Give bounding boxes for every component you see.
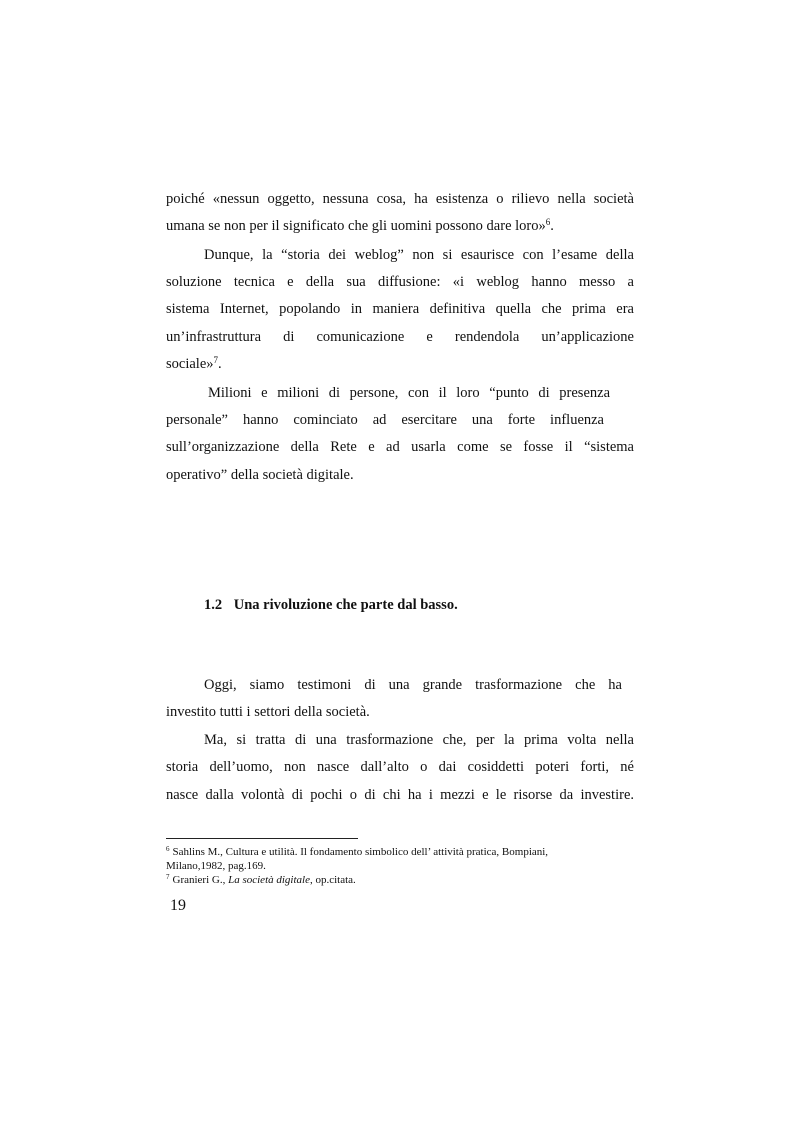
section-title: Una rivoluzione che parte dal basso. (233, 597, 458, 613)
body-line: soluzione tecnica e della sua diffusione: «i weblog hanno messo a (166, 274, 634, 290)
body-line: Ma, si tratta di una trasformazione che, per la prima volta nella (204, 732, 634, 748)
section-heading (204, 597, 458, 614)
body-line: sistema Internet, popolando in maniera definitiva quella che prima era (166, 301, 634, 317)
body-line: Oggi, siamo testimoni di una grande trasformazione che ha (204, 677, 622, 693)
footnote-7: $^7$ Granieri G., La società digitale, op.citata. (166, 873, 356, 886)
body-line: Milioni e milioni di persone, con il loro “punto di presenza (208, 385, 610, 401)
footnote-6: $^6$ Sahlins M., Cultura e utilità. Il fondamento simbolico dell’ attività pratica, Bompiani, (166, 845, 549, 858)
body-line: sociale»$^7$. (166, 355, 222, 372)
body-line: sull’organizzazione della Rete e ad usarla come se fosse il “sistema (166, 439, 634, 455)
page-number: 19 (170, 897, 186, 914)
body-line: poiché «nessun oggetto, nessuna cosa, ha esistenza o rilievo nella società (166, 191, 634, 207)
body-line: Dunque, la “storia dei weblog” non si esaurisce con l’esame della (204, 247, 634, 263)
body-line: operativo” della società digitale. (166, 467, 354, 483)
footnote-ref: 7 (213, 355, 219, 365)
footnote-ref: 6 (545, 217, 551, 227)
footnote-6-continued: Milano,1982, pag.169. (166, 860, 266, 872)
footnote-separator (166, 838, 358, 839)
body-line: nasce dalla volontà di pochi o di chi ha i mezzi e le risorse da investire. (166, 787, 634, 803)
body-line: personale” hanno cominciato ad esercitare una forte influenza (166, 412, 604, 428)
body-line: un’infrastruttura di comunicazione e rendendola un’applicazione (166, 329, 634, 345)
section-number: 1.2 (204, 597, 223, 613)
body-line: umana se non per il significato che gli uomini possono dare loro»$^6$. (166, 217, 554, 234)
body-line: storia dell’uomo, non nasce dall’alto o dai cosiddetti poteri forti, né (166, 759, 634, 775)
body-line: investito tutti i settori della società. (166, 704, 370, 720)
